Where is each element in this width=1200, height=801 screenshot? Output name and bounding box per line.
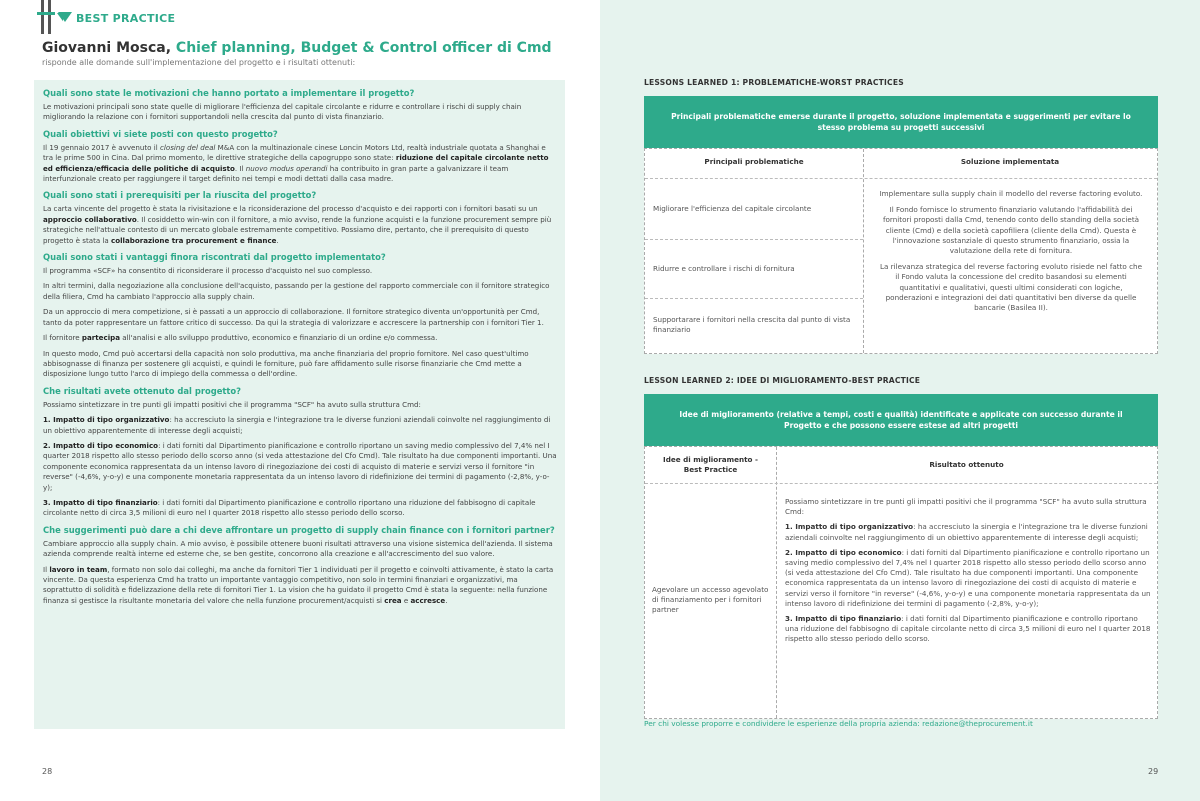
result-point-3-text: : i dati forniti dal Dipartimento pianificazione e controllo riportano una riduzione del fabbisogno di capitale circolante netto di circa 3,5 milioni di euro nel I quarter 2018 rispetto allo stesso periodo dello scorso. [785,614,1151,644]
answer-2-text: M&A con la multinazionale cinese Loncin Motors Ltd, realtà industriale quotata a Shanghai e tra le prime 500 in Cina. Dal primo momento, le direttive strategiche della capogruppo sono state: [43,142,546,163]
column-divider [863,149,864,353]
header-divider [645,178,1157,179]
solution-para-1: Implementare sulla supply chain il modello del reverse factoring evoluto. [879,189,1143,198]
question-4: Quali sono stati i vantaggi finora riscontrati dal progetto implementato? [43,252,386,263]
page-number-left: 28 [42,767,53,776]
result-intro: Possiamo sintetizzare in tre punti gli impatti positivi che il programma "SCF" ha avuto sulla struttura Cmd: [785,497,1147,517]
question-6: Che suggerimenti può dare a chi deve affrontare un progetto di supply chain finance con i fornitori partner? [43,524,555,535]
answer-6-text: e [401,595,411,605]
answer-4-para-5: In questo modo, Cmd può accertarsi della capacità non solo produttiva, ma anche finanziaria del proprio fornitore. Nel caso quest'ultimo abbisognasse di finanza per sostenere gli acquisti, e quindi le forniture, può fare affidamento sulle risorse finanziarie che Cmd mette a disposizione lungo tutto l'arco di impiego della commessa o dell'ordine. [43,348,529,379]
row-divider [645,298,863,299]
result-point-2 [785,548,1153,609]
answer-4-bold: partecipa [81,333,120,343]
answer-2 [43,143,557,185]
answer-6-bold: crea [384,595,402,605]
answer-2-text: . Il [234,163,246,173]
answer-5-point-3 [43,498,557,519]
problem-row-1: Migliorare l'efficienza del capitale circolante [653,204,812,213]
solution-para-3: La rilevanza strategica del reverse factoring evoluto risiede nel fatto che il Fondo valuta la concessione del credito basandosi su elementi quantitativi e qualitativi, questi ultimi considerati con logiche, ponderazioni e integrazioni dei dati quantitativi ben diverse da quelle bancarie (Basilea II). [879,262,1143,313]
page-subtitle: risponde alle domande sull'implementazione del progetto e i risultati ottenuti: [42,58,356,67]
answer-1: Le motivazioni principali sono state quelle di migliorare l'efficienza del capitale circolante e ridurre e controllare i rischi di supply chain migliorando la relazione con i fornitori supportandoli nella crescita dal punto di vista finanziario. [43,102,522,122]
answer-4-text: all'analisi e allo sviluppo produttivo, economico e finanziario di un ordine e/o commessa. [120,333,438,343]
solution-text [877,189,1145,313]
triangle-marker-icon [58,12,72,24]
answer-6-text: , formato non solo dai colleghi, ma anche da fornitori Tier 1 individuati per il progetto e coinvolti attivamente, è stato la carta vincente. Da questa esperienza Cmd ha tratto un importante vantaggio competitivo, non solo in termini finanziari e organizzativi, ma soprattutto di solidità e fidelizzazione della rete di fornitori Tier 1. La vision che ha guidato il progetto Cmd è stata la seguente: nella funzione finanza si gestisce la risultante monetaria del valore che nella funzione procurement/acquisti si [43,564,554,605]
section-label: BEST PRACTICE [76,12,176,25]
problem-row-3: Supportarare i fornitori nella crescita dal punto di vista finanziario [653,315,851,335]
answer-4-para-2: In altri termini, dalla negoziazione alla conclusione dell'acquisto, passando per la gestione del rapporto commerciale con il fornitore strategico della filiera, Cmd ha cambiato l'approccio alla supply chain. [43,281,550,301]
lessons-learned-2-table [644,446,1158,719]
point-3-text: : i dati forniti dal Dipartimento pianificazione e controllo riportano una riduzione del fabbisogno di capitale circolante netto di circa 3,5 milioni di euro nel I quarter 2018 rispetto allo stesso periodo dello scorso. [43,497,536,518]
result-point-1-text: : ha accresciuto la sinergia e l'integrazione tra le diverse funzioni aziendali coinvolte nel raggiungimento di un obiettivo apparentemente di interesse degli acquisti; [785,522,1148,542]
point-1-title: 1. Impatto di tipo organizzativo [43,415,170,425]
point-2-text: : i dati forniti dal Dipartimento pianificazione e controllo riportano un saving medio complessivo del 7,4% nel I quarter 2018 rispetto allo stesso periodo dello scorso anno (si veda attestazione del Cfo Cmd). Tale risultato ha due componenti importanti. Una componente economica rappresentata da un intenso lavoro di rinegoziazione dei costi di acquisto di materie e servizi verso il fornitore "in reverse" (-4,6%, y-o-y) e una componente monetaria rappresentata da un intenso lavoro di ridefinizione dei termini di pagamento (-2,8%, y-o-y); [43,440,557,492]
answer-5-point-2 [43,441,557,493]
answer-2-italic: nuovo modus operandi [245,163,328,173]
point-3-title: 3. Impatto di tipo finanziario [43,497,158,507]
column-header-solution: Soluzione implementata [960,157,1060,166]
answer-4-para-3: Da un approccio di mera competizione, si è passati a un approccio di collaborazione. Il fornitore strategico diventa un'opportunità per Cmd, tanto da poter rappresentare un fattore critico di successo. Da qui la strategia di valorizzare e accrescere la partnership con i fornitori Tier 1. [43,307,544,327]
answer-6-text: . [445,595,448,605]
answer-3-text: . Il cosiddetto win-win con il fornitore, a mio avviso, rende la funzione acquisti e la funzione procurement sempre più strategiche nell'attuale contesto di un mercato globale estremamente competitivo. Possiamo dire, pertanto, che il prerequisito di questo progetto è stata la [43,214,552,245]
lessons-learned-2-banner: Idee di miglioramento (relative a tempi, costi e qualità) identificate e applicate con successo durante il Progetto e che possono essere estese ad altri progetti [644,394,1158,446]
answer-4-text: Il fornitore [43,333,82,343]
answer-3-bold: approccio collaborativo [43,214,137,224]
answer-2-text: Il 19 gennaio 2017 è avvenuto il [43,142,160,152]
answer-6-bold: lavoro in team [49,564,108,574]
answer-3 [43,204,557,246]
question-2: Quali obiettivi vi siete posti con questo progetto? [43,128,278,139]
lessons-learned-1-banner: Principali problematiche emerse durante il progetto, soluzione implementata e suggerimenti per evitare lo stesso problema su progetti successivi [644,96,1158,148]
answer-4-para-4 [43,333,557,343]
problem-row-2: Ridurre e controllare i rischi di fornitura [653,264,795,273]
idea-row-1: Agevolare un accesso agevolato di finanziamento per i fornitori partner [652,585,769,615]
row-divider [645,239,863,240]
result-point-2-title: 2. Impatto di tipo economico [785,547,902,557]
lessons-learned-1-table [644,148,1158,354]
answer-3-text: . [276,235,279,245]
column-header-results: Risultato ottenuto [929,460,1004,469]
interview-box [34,80,565,729]
answer-6-para-2 [43,565,557,607]
solution-para-2: Il Fondo fornisce lo strumento finanziario valutando l'affidabilità dei fornitori proposti dalla Cmd, tenendo conto dello standing della società cliente (Cmd) e della società capofiliera (cliente della Cmd). Questa è l'innovazione sostanziale di questo strumento finanziario, ossia la valutazione della rete di fornitura. [882,205,1140,256]
lessons-learned-1-heading: LESSONS LEARNED 1: PROBLEMATICHE-WORST PRACTICES [644,78,904,87]
right-page [600,0,1200,801]
question-3: Quali sono stati i prerequisiti per la riuscita del progetto? [43,190,317,201]
header-divider [645,483,1157,484]
question-5: Che risultati avete ottenuto dal progetto? [43,385,242,396]
answer-4-para-1: Il programma «SCF» ha consentito di riconsiderare il processo d'acquisto nel suo complesso. [43,266,373,276]
result-point-2-text: : i dati forniti dal Dipartimento pianificazione e controllo riportano un saving medio complessivo del 7,4% nel I quarter 2018 rispetto allo stesso periodo dello scorso anno (si veda attestazione del Cfo Cmd). Tale risultato ha due componenti importanti. Una componente economica rappresentata da un intenso lavoro di rinegoziazione dei costi di acquisto di materie e servizi verso il fornitore "in reverse" (-4,6%, y-o-y) e una componente monetaria rappresentata da un intenso lavoro di ridefinizione dei termini di pagamento (-2,8%, y-o-y); [785,547,1151,608]
result-point-3 [785,614,1153,645]
page-title [42,40,552,56]
answer-5-point-1 [43,415,557,436]
answer-6-text: Il [43,564,50,574]
point-2-title: 2. Impatto di tipo economico [43,440,159,450]
question-1: Quali sono state le motivazioni che hanno portato a implementare il progetto? [43,88,415,98]
column-header-problems: Principali problematiche [704,157,804,166]
column-divider [776,447,777,718]
answer-2-text: ha contribuito in gran parte a galvanizzare il team interfunzionale creato per raggiungere il target definito nei tempi e modi dettati dalla casa madre. [43,163,509,184]
result-point-3-title: 3. Impatto di tipo finanziario [785,614,902,624]
title-name: Giovanni Mosca, [42,40,172,56]
result-text [785,497,1153,645]
answer-3-text: La carta vincente del progetto è stata la rivisitazione e la riconsiderazione del processo d'acquisto e dei rapporti con i fornitori basati su un [43,204,538,214]
title-role: Chief planning, Budget & Control officer di Cmd [175,40,552,56]
result-point-1-title: 1. Impatto di tipo organizzativo [785,522,914,532]
answer-5-intro: Possiamo sintetizzare in tre punti gli impatti positivi che il programma "SCF" ha avuto sulla struttura Cmd: [43,399,421,409]
answer-2-bold: riduzione del capitale circolante netto ed efficienza/efficacia delle politiche di acquisto [43,153,549,173]
answer-6-bold: accresce [410,595,446,605]
point-1-text: : ha accresciuto la sinergia e l'integrazione tra le diverse funzioni aziendali coinvolte nel raggiungimento di un obiettivo apparentemente di interesse degli acquisti; [43,415,551,435]
result-point-1 [785,522,1153,542]
contact-note: Per chi volesse proporre e condividere le esperienze della propria azienda: redazione@theprocurement.it [644,719,1033,728]
lessons-learned-2-heading: LESSON LEARNED 2: IDEE DI MIGLIORAMENTO-BEST PRACTICE [644,376,921,385]
page-number-right: 29 [1148,767,1159,776]
answer-6-para-1: Cambiare approccio alla supply chain. A mio avviso, è possibile ottenere buoni risultati attraverso una visione sistemica dell'azienda. Il sistema azienda comprende realtà interne ed esterne che, se ben gestite, concorrono alla creazione e all'accrescimento del suo valore. [43,538,553,559]
column-header-ideas: Idee di miglioramento - Best Practice [663,455,758,475]
answer-2-italic: closing del deal [159,142,216,152]
answer-3-bold: collaborazione tra procurement e finance [111,235,277,245]
